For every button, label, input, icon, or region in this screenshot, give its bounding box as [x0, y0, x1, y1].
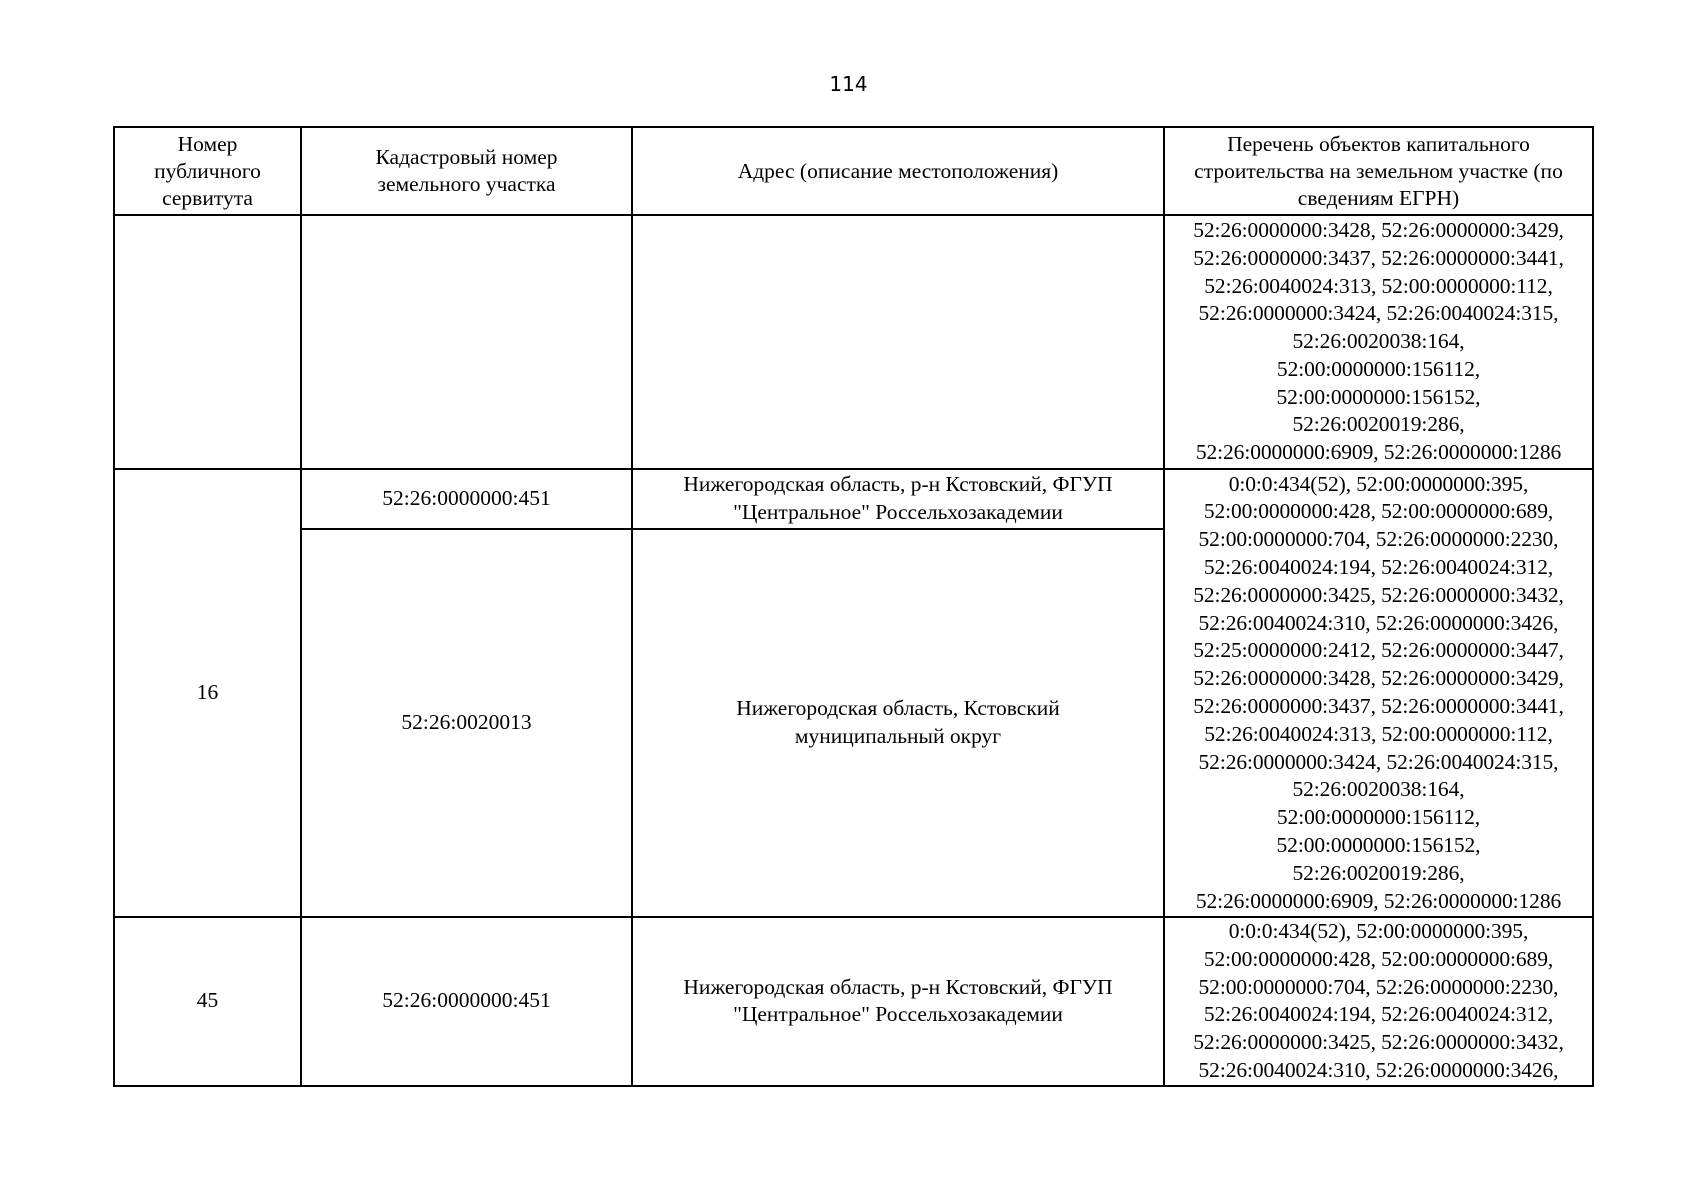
objects-cell: 0:0:0:434(52), 52:00:0000000:395, 52:00:0000000:428, 52:00:0000000:689, 52:00:0000000:704, 52:26:0000000:2230, 52:26:0040024:194, 52:26:0040024:312, 52:26:0000000:3425, 52:26:0000000:3432, 52:26:0040024:310, 52:26:0000000:3426, — [1164, 917, 1593, 1086]
header-cadastral-number: Кадастровый номер земельного участка — [301, 127, 632, 215]
table-row — [114, 917, 1593, 1086]
address-cell — [632, 215, 1164, 469]
cadastral-number-cell: 52:26:0000000:451 — [301, 917, 632, 1086]
table-header-row — [114, 127, 1593, 215]
easements-table — [113, 126, 1594, 1087]
cadastral-number-cell — [301, 215, 632, 469]
easement-number-cell: 16 — [114, 469, 301, 917]
easement-number-cell — [114, 215, 301, 469]
cadastral-number-cell: 52:26:0000000:451 — [301, 469, 632, 529]
objects-cell: 52:26:0000000:3428, 52:26:0000000:3429, 52:26:0000000:3437, 52:26:0000000:3441, 52:26:0040024:313, 52:00:0000000:112, 52:26:0000000:3424, 52:26:0040024:315, 52:26:0020038:164, 52:00:0000000:156112, 52:00:0000000:156152, 52:26:0020019:286, 52:26:0000000:6909, 52:26:0000000:1286 — [1164, 215, 1593, 469]
header-objects: Перечень объектов капитального строительства на земельном участке (по сведениям ЕГРН) — [1164, 127, 1593, 215]
table-row — [114, 469, 1593, 529]
header-easement-number: Номер публичного сервитута — [114, 127, 301, 215]
address-cell: Нижегородская область, р-н Кстовский, ФГУП "Центральное" Россельхозакадемии — [632, 917, 1164, 1086]
easement-number-cell: 45 — [114, 917, 301, 1086]
address-cell: Нижегородская область, р-н Кстовский, ФГУП "Центральное" Россельхозакадемии — [632, 469, 1164, 529]
header-address: Адрес (описание местоположения) — [632, 127, 1164, 215]
address-cell: Нижегородская область, Кстовский муниципальный округ — [632, 529, 1164, 917]
table-row — [114, 215, 1593, 469]
cadastral-number-cell: 52:26:0020013 — [301, 529, 632, 917]
page-number: 114 — [829, 72, 868, 96]
objects-cell: 0:0:0:434(52), 52:00:0000000:395, 52:00:0000000:428, 52:00:0000000:689, 52:00:0000000:704, 52:26:0000000:2230, 52:26:0040024:194, 52:26:0040024:312, 52:26:0000000:3425, 52:26:0000000:3432, 52:26:0040024:310, 52:26:0000000:3426, 52:25:0000000:2412, 52:26:0000000:3447, 52:26:0000000:3428, 52:26:0000000:3429, 52:26:0000000:3437, 52:26:0000000:3441, 52:26:0040024:313, 52:00:0000000:112, 52:26:0000000:3424, 52:26:0040024:315, 52:26:0020038:164, 52:00:0000000:156112, 52:00:0000000:156152, 52:26:0020019:286, 52:26:0000000:6909, 52:26:0000000:1286 — [1164, 469, 1593, 917]
